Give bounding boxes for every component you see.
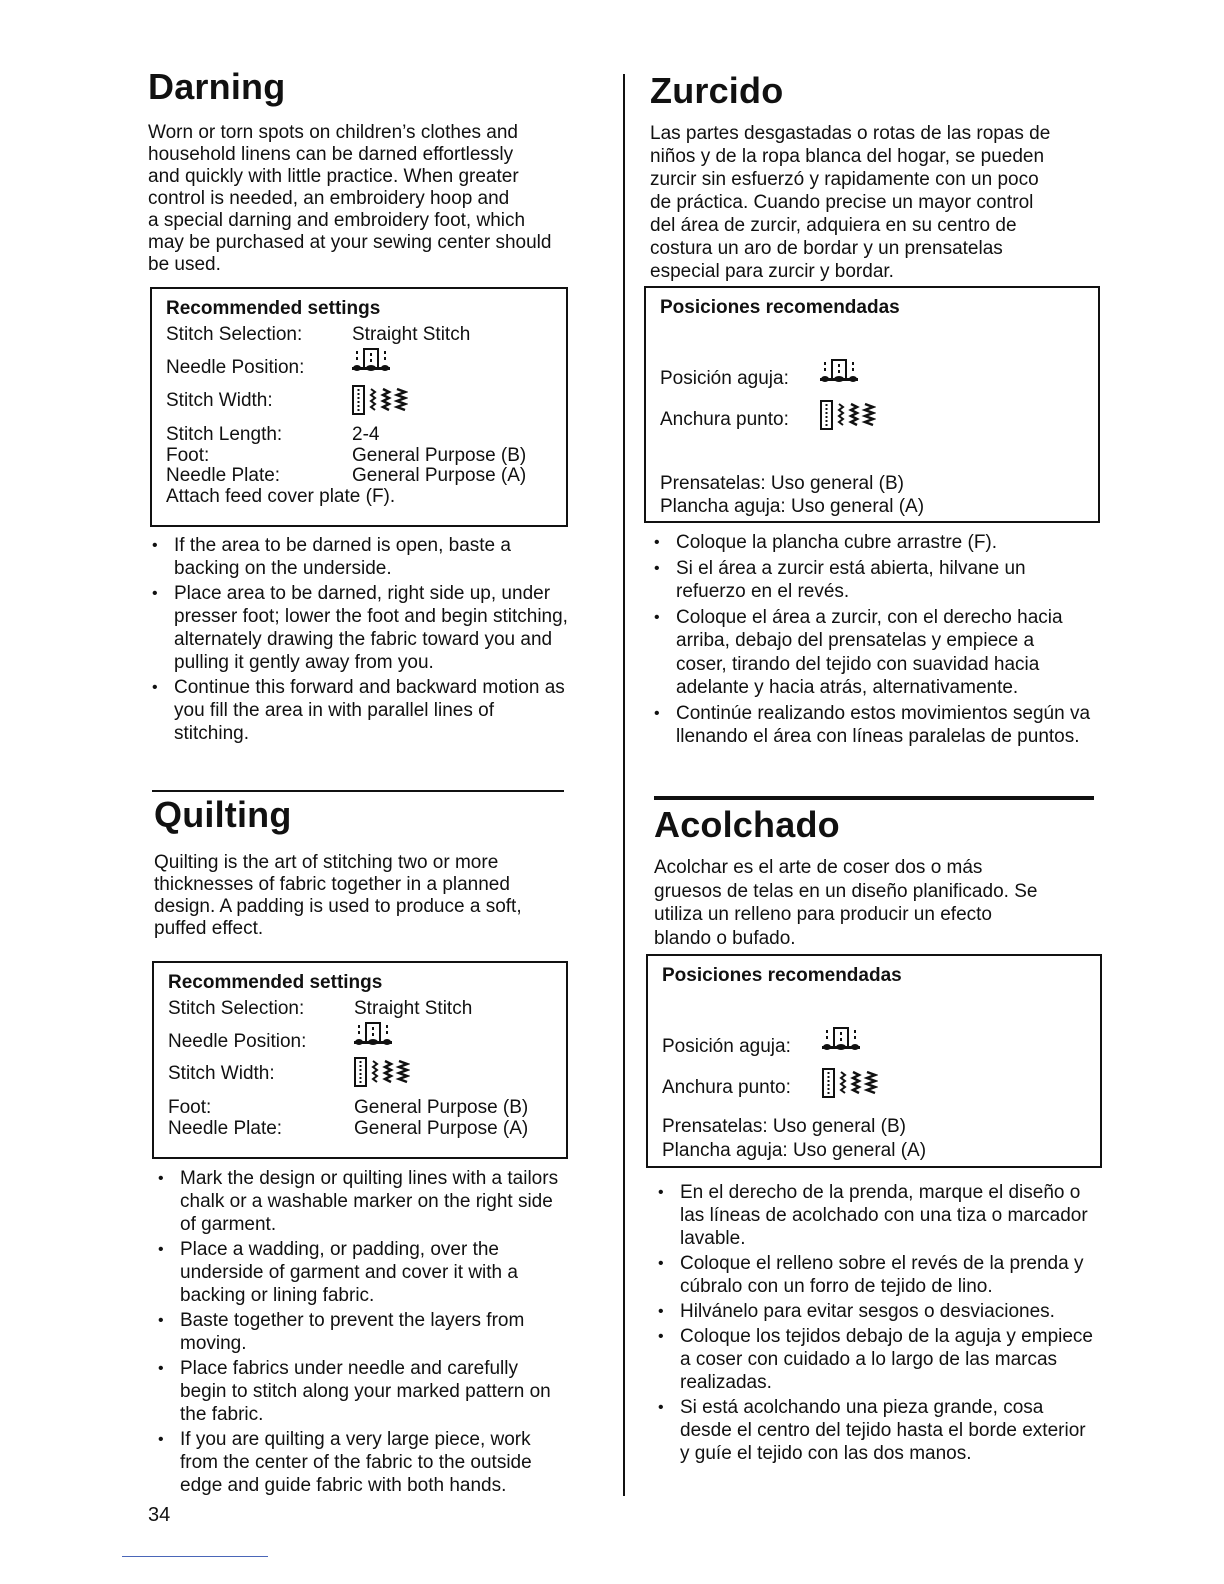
acolchado-intro: Acolchar es el arte de coser dos o más gruesos de telas en un diseño planificado. Se utiliza un relleno para producir un efecto blando o bufado. xyxy=(654,857,1038,949)
list-item: • En el derecho de la prenda, marque el diseño o las líneas de acolchado con una tiza o marcador lavable. xyxy=(654,1181,1100,1250)
page-number: 34 xyxy=(148,1504,171,1526)
quilting-settings-box xyxy=(152,961,568,1159)
column-divider xyxy=(623,74,625,1496)
needle-position-label: Posición aguja: xyxy=(660,368,789,389)
list-item: • Coloque el área a zurcir, con el derecho hacia arriba, debajo del prensatelas y empiece a coser, tirando del tejido con suavidad hacia adelante y hacia atrás, alternativamente. xyxy=(650,606,1090,700)
stitch-selection-value: Straight Stitch xyxy=(352,324,471,345)
stitch-selection-label: Stitch Selection: xyxy=(166,324,303,345)
needle-position-label: Needle Position: xyxy=(168,1031,307,1052)
needle-position-icon xyxy=(352,347,392,373)
list-item: • Si el área a zurcir está abierta, hilvane un refuerzo en el revés. xyxy=(650,557,1090,604)
darning-title: Darning xyxy=(148,66,286,107)
needle-position-icon xyxy=(820,358,860,384)
foot-label: Foot: xyxy=(168,1097,212,1118)
foot-value: General Purpose (B) xyxy=(352,445,527,466)
zurcido-settings-heading: Posiciones recomendadas xyxy=(660,297,900,318)
needle-plate-label: Needle Plate: xyxy=(168,1118,283,1139)
list-item: • Coloque la plancha cubre arrastre (F). xyxy=(650,531,1090,555)
needle-plate-value: General Purpose (A) xyxy=(354,1118,529,1139)
stitch-width-label: Stitch Width: xyxy=(168,1063,275,1084)
zurcido-title: Zurcido xyxy=(650,70,784,111)
acolchado-bullets xyxy=(654,1181,1100,1467)
list-item: • Continúe realizando estos movimientos según va llenando el área con líneas paralelas de puntos. xyxy=(650,702,1090,749)
needle-plate-value: General Purpose (A) xyxy=(352,465,527,486)
needle-position-icon xyxy=(354,1021,394,1047)
needle-plate-label: Needle Plate: xyxy=(166,465,281,486)
stitch-selection-label: Stitch Selection: xyxy=(168,998,305,1019)
foot-line: Prensatelas: Uso general (B) xyxy=(662,1116,906,1137)
quilting-bullets xyxy=(154,1167,568,1499)
list-item: • Place a wadding, or padding, over the underside of garment and cover it with a backing or lining fabric. xyxy=(154,1238,568,1307)
stitch-width-icon xyxy=(822,1068,878,1098)
stitch-length-label: Stitch Length: xyxy=(166,424,283,445)
list-item: • Baste together to prevent the layers from moving. xyxy=(154,1309,568,1355)
stitch-width-icon xyxy=(820,400,876,430)
stitch-width-label: Stitch Width: xyxy=(166,390,273,411)
list-item: • Continue this forward and backward motion as you fill the area in with parallel lines of stitching. xyxy=(148,676,568,745)
foot-line: Prensatelas: Uso general (B) xyxy=(660,473,904,494)
list-item: • Coloque el relleno sobre el revés de la prenda y cúbralo con un forro de tejido de lino. xyxy=(654,1252,1100,1298)
needle-position-label: Needle Position: xyxy=(166,357,305,378)
list-item: • Place area to be darned, right side up, under presser foot; lower the foot and begin stitching, alternately drawing the fabric toward you and pulling it gently away from you. xyxy=(148,582,568,674)
zurcido-settings-box xyxy=(644,286,1100,523)
stitch-length-value: 2-4 xyxy=(352,424,380,445)
stitch-width-icon xyxy=(352,385,408,415)
needle-position-label: Posición aguja: xyxy=(662,1036,791,1057)
stitch-width-label: Anchura punto: xyxy=(660,409,789,430)
quilting-settings-heading: Recommended settings xyxy=(168,972,383,993)
foot-label: Foot: xyxy=(166,445,210,466)
quilting-intro: Quilting is the art of stitching two or more thicknesses of fabric together in a planned design. A padding is used to produce a soft, puffed effect. xyxy=(154,852,522,939)
darning-settings-box xyxy=(150,287,568,527)
list-item: • Hilvánelo para evitar sesgos o desviaciones. xyxy=(654,1300,1100,1323)
acolchado-settings-heading: Posiciones recomendadas xyxy=(662,965,902,986)
list-item: • If the area to be darned is open, baste a backing on the underside. xyxy=(148,534,568,580)
zurcido-intro: Las partes desgastadas o rotas de las ropas de niños y de la ropa blanca del hogar, se pueden zurcir sin esfuerzó y rapidamente con un poco de práctica. Cuando precise un mayor control del área de zurcir, adquiera en su centro de costura un aro de bordar y un prensatelas especial para zurcir y bordar. xyxy=(650,123,1051,282)
footer-line xyxy=(122,1556,268,1557)
plate-line: Plancha aguja: Uso general (A) xyxy=(660,496,925,517)
list-item: • Mark the design or quilting lines with a tailors chalk or a washable marker on the right side of garment. xyxy=(154,1167,568,1236)
list-item: • Coloque los tejidos debajo de la aguja y empiece a coser con cuidado a lo largo de las marcas realizadas. xyxy=(654,1325,1100,1394)
feed-cover-note: Attach feed cover plate (F). xyxy=(166,486,396,507)
needle-position-icon xyxy=(822,1026,862,1052)
list-item: • Place fabrics under needle and carefully begin to stitch along your marked pattern on the fabric. xyxy=(154,1357,568,1426)
zurcido-bullets xyxy=(650,531,1090,751)
section-divider xyxy=(152,790,564,792)
acolchado-title: Acolchado xyxy=(654,804,840,845)
list-item: • If you are quilting a very large piece, work from the center of the fabric to the outside edge and guide fabric with both hands. xyxy=(154,1428,568,1497)
list-item: • Si está acolchando una pieza grande, cosa desde el centro del tejido hasta el borde exterior y guíe el tejido con las dos manos. xyxy=(654,1396,1100,1465)
section-divider xyxy=(654,796,1094,800)
stitch-width-icon xyxy=(354,1057,410,1087)
stitch-width-label: Anchura punto: xyxy=(662,1077,791,1098)
quilting-title: Quilting xyxy=(154,794,292,835)
stitch-selection-value: Straight Stitch xyxy=(354,998,473,1019)
darning-bullets xyxy=(148,534,568,747)
acolchado-settings-box xyxy=(646,954,1102,1168)
darning-intro: Worn or torn spots on children’s clothes and household linens can be darned effortlessly and quickly with little practice. When greater control is needed, an embroidery hoop and a special darning and embroidery foot, which may be purchased at your sewing center should be used. xyxy=(148,122,552,275)
foot-value: General Purpose (B) xyxy=(354,1097,529,1118)
darning-settings-heading: Recommended settings xyxy=(166,298,381,319)
plate-line: Plancha aguja: Uso general (A) xyxy=(662,1140,927,1161)
